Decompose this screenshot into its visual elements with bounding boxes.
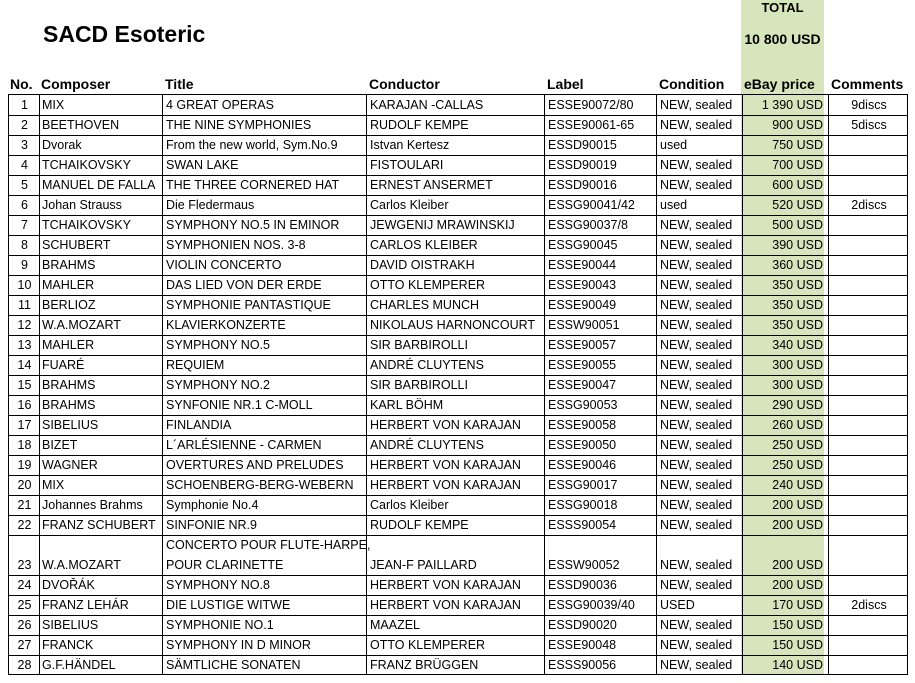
cell-composer: Johan Strauss — [42, 198, 122, 212]
table-row — [9, 495, 907, 515]
cell-label: ESSE90049 — [548, 298, 617, 312]
cell-comments — [832, 176, 906, 195]
cell-conductor: HERBERT VON KARAJAN — [370, 418, 521, 432]
cell-conductor: FRANZ BRÜGGEN — [370, 658, 479, 672]
cell-no: 7 — [21, 218, 28, 232]
cell-no: 2 — [21, 118, 28, 132]
cell-condition: NEW, sealed — [660, 458, 733, 472]
cell-price: 260 USD — [772, 418, 823, 432]
cell-condition: NEW, sealed — [660, 178, 733, 192]
cell-conductor: FISTOULARI — [370, 158, 444, 172]
cell-composer: WAGNER — [42, 458, 98, 472]
cell-no: 8 — [21, 238, 28, 252]
cell-comments — [832, 456, 906, 475]
cell-price: 150 USD — [772, 618, 823, 632]
cell-label: ESSE90048 — [548, 638, 617, 652]
table-header — [8, 74, 908, 94]
cell-condition: NEW, sealed — [660, 378, 733, 392]
cell-comments — [832, 256, 906, 275]
cell-title: Symphonie No.4 — [166, 498, 259, 512]
cell-title: REQUIEM — [166, 358, 225, 372]
cell-no: 1 — [21, 98, 28, 112]
cell-no: 22 — [17, 518, 32, 532]
cell-comments: 2discs — [851, 198, 887, 212]
cell-title: FINLANDIA — [166, 418, 232, 432]
cell-label: ESSE90047 — [548, 378, 617, 392]
cell-label: ESSE90044 — [548, 258, 617, 272]
table-row — [9, 635, 907, 655]
cell-price: 200 USD — [772, 578, 823, 592]
cell-conductor: KARAJAN -CALLAS — [370, 98, 484, 112]
cell-comments — [832, 276, 906, 295]
cell-no: 26 — [17, 618, 32, 632]
cell-label: ESSD90036 — [548, 578, 617, 592]
cell-title: 4 GREAT OPERAS — [166, 98, 274, 112]
cell-label: ESSD90020 — [548, 618, 617, 632]
cell-label: ESSG90039/40 — [548, 598, 635, 612]
header-conductor: Conductor — [369, 76, 440, 92]
cell-label: ESSG90045 — [548, 238, 618, 252]
cell-composer: BEETHOVEN — [42, 118, 120, 132]
cell-composer: MANUEL DE FALLA — [42, 178, 156, 192]
cell-composer: MIX — [42, 478, 65, 492]
cell-no: 18 — [17, 438, 32, 452]
cell-conductor: Carlos Kleiber — [370, 498, 449, 512]
cell-price: 300 USD — [772, 378, 823, 392]
cell-conductor: SIR BARBIROLLI — [370, 378, 468, 392]
cell-price: 150 USD — [772, 638, 823, 652]
cell-label: ESSD90015 — [548, 138, 617, 152]
cell-comments: 2discs — [851, 598, 887, 612]
cell-comments — [832, 156, 906, 175]
cell-title-line1: CONCERTO POUR FLUTE-HARPE, — [166, 538, 371, 552]
cell-condition: NEW, sealed — [660, 338, 733, 352]
table-row — [9, 615, 907, 635]
cell-composer: FRANZ LEHÁR — [42, 598, 129, 612]
cell-conductor: CHARLES MUNCH — [370, 298, 480, 312]
cell-comments — [832, 576, 906, 595]
cell-no: 13 — [17, 338, 32, 352]
cell-title: From the new world, Sym.No.9 — [166, 138, 338, 152]
table-row — [9, 95, 907, 115]
cell-title: SYMPHONIE NO.1 — [166, 618, 274, 632]
cell-price: 600 USD — [772, 178, 823, 192]
cell-price: 250 USD — [772, 438, 823, 452]
table-row — [9, 255, 907, 275]
cell-composer: BERLIOZ — [42, 298, 96, 312]
cell-no: 4 — [21, 158, 28, 172]
table-row — [9, 595, 907, 615]
cell-composer: TCHAIKOVSKY — [42, 158, 131, 172]
cell-title: OVERTURES AND PRELUDES — [166, 458, 344, 472]
cell-composer: SCHUBERT — [42, 238, 111, 252]
cell-label: ESSG90041/42 — [548, 198, 635, 212]
cell-comments — [832, 396, 906, 415]
cell-label: ESSE90043 — [548, 278, 617, 292]
header-label: Label — [547, 76, 584, 92]
cell-title: SINFONIE NR.9 — [166, 518, 257, 532]
cell-conductor: OTTO KLEMPERER — [370, 278, 486, 292]
table-row — [9, 215, 907, 235]
cell-price: 700 USD — [772, 158, 823, 172]
cell-composer: BRAHMS — [42, 398, 96, 412]
cell-condition: NEW, sealed — [660, 618, 733, 632]
cell-comments — [832, 336, 906, 355]
cell-composer: FRANZ SCHUBERT — [42, 518, 156, 532]
cell-title: KLAVIERKONZERTE — [166, 318, 286, 332]
cell-comments: 5discs — [851, 118, 887, 132]
cell-no: 11 — [18, 298, 31, 312]
cell-comments — [832, 376, 906, 395]
cell-condition: NEW, sealed — [660, 398, 733, 412]
cell-price: 360 USD — [772, 258, 823, 272]
cell-conductor: ANDRÉ CLUYTENS — [370, 358, 484, 372]
cell-comments — [832, 296, 906, 315]
header-comments: Comments — [831, 76, 904, 92]
cell-condition: NEW, sealed — [660, 158, 733, 172]
cell-price: 340 USD — [772, 338, 823, 352]
cell-comments: 9discs — [851, 98, 887, 112]
cell-label: ESSG90037/8 — [548, 218, 628, 232]
cell-composer: MIX — [42, 98, 65, 112]
cell-condition: NEW, sealed — [660, 418, 733, 432]
cell-label: ESSS90056 — [548, 658, 617, 672]
cell-title: DAS LIED VON DER ERDE — [166, 278, 322, 292]
cell-composer: SIBELIUS — [42, 418, 99, 432]
cell-comments — [832, 216, 906, 235]
cell-label: ESSE90057 — [548, 338, 617, 352]
table-row — [9, 195, 907, 215]
cell-no: 15 — [17, 378, 32, 392]
cell-price: 170 USD — [772, 598, 823, 612]
cell-conductor: Istvan Kertesz — [370, 138, 450, 152]
cell-condition: NEW, sealed — [660, 638, 733, 652]
cell-title: SÄMTLICHE SONATEN — [166, 658, 301, 672]
cell-condition: NEW, sealed — [660, 118, 733, 132]
cell-condition: NEW, sealed — [660, 658, 733, 672]
cell-conductor: HERBERT VON KARAJAN — [370, 478, 521, 492]
header-composer: Composer — [41, 76, 111, 92]
cell-condition: NEW, sealed — [660, 218, 733, 232]
cell-price: 300 USD — [772, 358, 823, 372]
table-row — [9, 235, 907, 255]
cell-composer: W.A.MOZART — [42, 318, 121, 332]
cell-conductor: ANDRÉ CLUYTENS — [370, 438, 484, 452]
cell-no: 28 — [17, 658, 32, 672]
cell-comments — [832, 656, 906, 675]
cell-comments — [832, 236, 906, 255]
cell-price: 200 USD — [772, 518, 823, 532]
cell-conductor: KARL BÖHM — [370, 398, 444, 412]
cell-label: ESSE90046 — [548, 458, 617, 472]
cell-composer: DVOŘÁK — [42, 578, 95, 592]
cell-condition: used — [660, 138, 688, 152]
cell-price: 250 USD — [772, 458, 823, 472]
cell-title: SYMPHONIEN NOS. 3-8 — [166, 238, 306, 252]
cell-title: SYNFONIE NR.1 C-MOLL — [166, 398, 313, 412]
cell-composer: G.F.HÄNDEL — [42, 658, 116, 672]
cell-no: 5 — [21, 178, 28, 192]
cell-conductor: JEAN-F PAILLARD — [370, 558, 477, 572]
cell-comments — [832, 476, 906, 495]
cell-composer: TCHAIKOVSKY — [42, 218, 131, 232]
cell-label: ESSE90055 — [548, 358, 617, 372]
cell-title: VIOLIN CONCERTO — [166, 258, 282, 272]
cell-comments — [832, 516, 906, 535]
data-table — [8, 94, 908, 675]
total-label: TOTAL — [761, 0, 804, 15]
table-row — [9, 155, 907, 175]
cell-composer: Johannes Brahms — [42, 498, 143, 512]
cell-label: ESSD90019 — [548, 158, 617, 172]
cell-condition: NEW, sealed — [660, 578, 733, 592]
header-price: eBay price — [744, 76, 815, 92]
table-row — [9, 115, 907, 135]
cell-label: ESSS90054 — [548, 518, 617, 532]
table-row — [9, 355, 907, 375]
cell-price: 200 USD — [772, 498, 823, 512]
cell-label: ESSE90050 — [548, 438, 617, 452]
cell-title: THE NINE SYMPHONIES — [166, 118, 312, 132]
cell-comments — [832, 636, 906, 655]
cell-condition: NEW, sealed — [660, 438, 733, 452]
cell-conductor: NIKOLAUS HARNONCOURT — [370, 318, 536, 332]
cell-no: 16 — [17, 398, 32, 412]
cell-price: 350 USD — [772, 278, 823, 292]
table-row — [9, 315, 907, 335]
cell-title: SWAN LAKE — [166, 158, 239, 172]
cell-conductor: CARLOS KLEIBER — [370, 238, 478, 252]
cell-label: ESSG90017 — [548, 478, 618, 492]
cell-condition: NEW, sealed — [660, 478, 733, 492]
cell-no: 9 — [21, 258, 28, 272]
cell-comments — [832, 496, 906, 515]
cell-no: 19 — [17, 458, 32, 472]
table-row — [9, 395, 907, 415]
cell-price: 290 USD — [772, 398, 823, 412]
cell-condition: NEW, sealed — [660, 558, 733, 572]
total-value: 10 800 USD — [744, 31, 821, 47]
table-row — [9, 435, 907, 455]
cell-price: 140 USD — [772, 658, 823, 672]
cell-composer: BRAHMS — [42, 378, 96, 392]
cell-comments — [832, 356, 906, 375]
cell-condition: NEW, sealed — [660, 258, 733, 272]
cell-price: 750 USD — [772, 138, 823, 152]
cell-comments — [832, 436, 906, 455]
cell-price: 520 USD — [772, 198, 823, 212]
cell-condition: NEW, sealed — [660, 238, 733, 252]
cell-composer: W.A.MOZART — [42, 558, 121, 572]
header-title: Title — [165, 76, 194, 92]
cell-comments — [832, 556, 906, 575]
cell-title: SYMPHONIE PANTASTIQUE — [166, 298, 331, 312]
cell-condition: NEW, sealed — [660, 498, 733, 512]
cell-condition: used — [660, 198, 688, 212]
table-row — [9, 375, 907, 395]
cell-label: ESSW90051 — [548, 318, 620, 332]
cell-price: 240 USD — [772, 478, 823, 492]
cell-no: 21 — [17, 498, 32, 512]
cell-composer: FRANCK — [42, 638, 94, 652]
cell-composer: BIZET — [42, 438, 78, 452]
cell-conductor: ERNEST ANSERMET — [370, 178, 493, 192]
table-row — [9, 475, 907, 495]
cell-no: 14 — [17, 358, 32, 372]
cell-composer: MAHLER — [42, 278, 95, 292]
header-no: No. — [10, 76, 33, 92]
cell-title: SYMPHONY NO.8 — [166, 578, 270, 592]
cell-conductor: HERBERT VON KARAJAN — [370, 458, 521, 472]
cell-no: 27 — [17, 638, 32, 652]
cell-title: SYMPHONY NO.5 — [166, 338, 270, 352]
cell-label: ESSE90058 — [548, 418, 617, 432]
cell-condition: NEW, sealed — [660, 318, 733, 332]
cell-no: 12 — [17, 318, 32, 332]
cell-comments — [832, 616, 906, 635]
cell-conductor: HERBERT VON KARAJAN — [370, 598, 521, 612]
cell-comments — [832, 136, 906, 155]
cell-conductor: HERBERT VON KARAJAN — [370, 578, 521, 592]
cell-label: ESSE90072/80 — [548, 98, 634, 112]
cell-no: 17 — [17, 418, 32, 432]
cell-title: DIE LUSTIGE WITWE — [166, 598, 291, 612]
cell-composer: SIBELIUS — [42, 618, 99, 632]
cell-condition: NEW, sealed — [660, 518, 733, 532]
cell-title: L´ARLÉSIENNE - CARMEN — [166, 438, 322, 452]
cell-no: 6 — [21, 198, 28, 212]
table-row — [9, 655, 907, 675]
cell-price: 390 USD — [772, 238, 823, 252]
cell-condition: NEW, sealed — [660, 358, 733, 372]
table-row — [9, 175, 907, 195]
cell-no: 10 — [17, 278, 32, 292]
cell-conductor: RUDOLF KEMPE — [370, 518, 469, 532]
cell-conductor: RUDOLF KEMPE — [370, 118, 469, 132]
table-row — [9, 575, 907, 595]
table-row — [9, 455, 907, 475]
cell-label: ESSE90061-65 — [548, 118, 635, 132]
cell-title: SYMPHONY NO.5 IN EMINOR — [166, 218, 340, 232]
cell-composer: FUARÉ — [42, 358, 85, 372]
cell-price: 200 USD — [772, 558, 823, 572]
cell-condition: NEW, sealed — [660, 278, 733, 292]
cell-no: 23 — [17, 558, 32, 572]
cell-title: SYMPHONY NO.2 — [166, 378, 270, 392]
cell-conductor: DAVID OISTRAKH — [370, 258, 475, 272]
cell-comments — [832, 416, 906, 435]
header-condition: Condition — [659, 76, 725, 92]
cell-title: THE THREE CORNERED HAT — [166, 178, 340, 192]
cell-no: 3 — [21, 138, 28, 152]
cell-title: Die Fledermaus — [166, 198, 255, 212]
cell-conductor: Carlos Kleiber — [370, 198, 449, 212]
cell-title: SCHOENBERG-BERG-WEBERN — [166, 478, 354, 492]
table-row — [9, 535, 907, 575]
cell-comments — [832, 316, 906, 335]
cell-label: ESSG90018 — [548, 498, 618, 512]
cell-label: ESSG90053 — [548, 398, 618, 412]
cell-title: SYMPHONY IN D MINOR — [166, 638, 311, 652]
cell-label: ESSW90052 — [548, 558, 620, 572]
page-title: SACD Esoteric — [43, 21, 206, 47]
cell-price: 900 USD — [772, 118, 823, 132]
table-row — [9, 515, 907, 535]
cell-price: 350 USD — [772, 318, 823, 332]
cell-no: 24 — [17, 578, 32, 592]
cell-label: ESSD90016 — [548, 178, 617, 192]
cell-composer: BRAHMS — [42, 258, 96, 272]
cell-conductor: SIR BARBIROLLI — [370, 338, 468, 352]
cell-conductor: MAAZEL — [370, 618, 421, 632]
cell-price: 500 USD — [772, 218, 823, 232]
table-row — [9, 335, 907, 355]
table-row — [9, 275, 907, 295]
cell-conductor: OTTO KLEMPERER — [370, 638, 486, 652]
cell-no: 25 — [17, 598, 32, 612]
cell-condition: NEW, sealed — [660, 298, 733, 312]
cell-price: 350 USD — [772, 298, 823, 312]
cell-title: POUR CLARINETTE — [166, 558, 284, 572]
cell-conductor: JEWGENIJ MRAWINSKIJ — [370, 218, 515, 232]
cell-composer: MAHLER — [42, 338, 95, 352]
cell-condition: NEW, sealed — [660, 98, 733, 112]
cell-no: 20 — [17, 478, 32, 492]
cell-price: 1 390 USD — [761, 98, 823, 112]
cell-composer: Dvorak — [42, 138, 82, 152]
table-row — [9, 135, 907, 155]
table-row — [9, 295, 907, 315]
cell-condition: USED — [660, 598, 695, 612]
table-row — [9, 415, 907, 435]
